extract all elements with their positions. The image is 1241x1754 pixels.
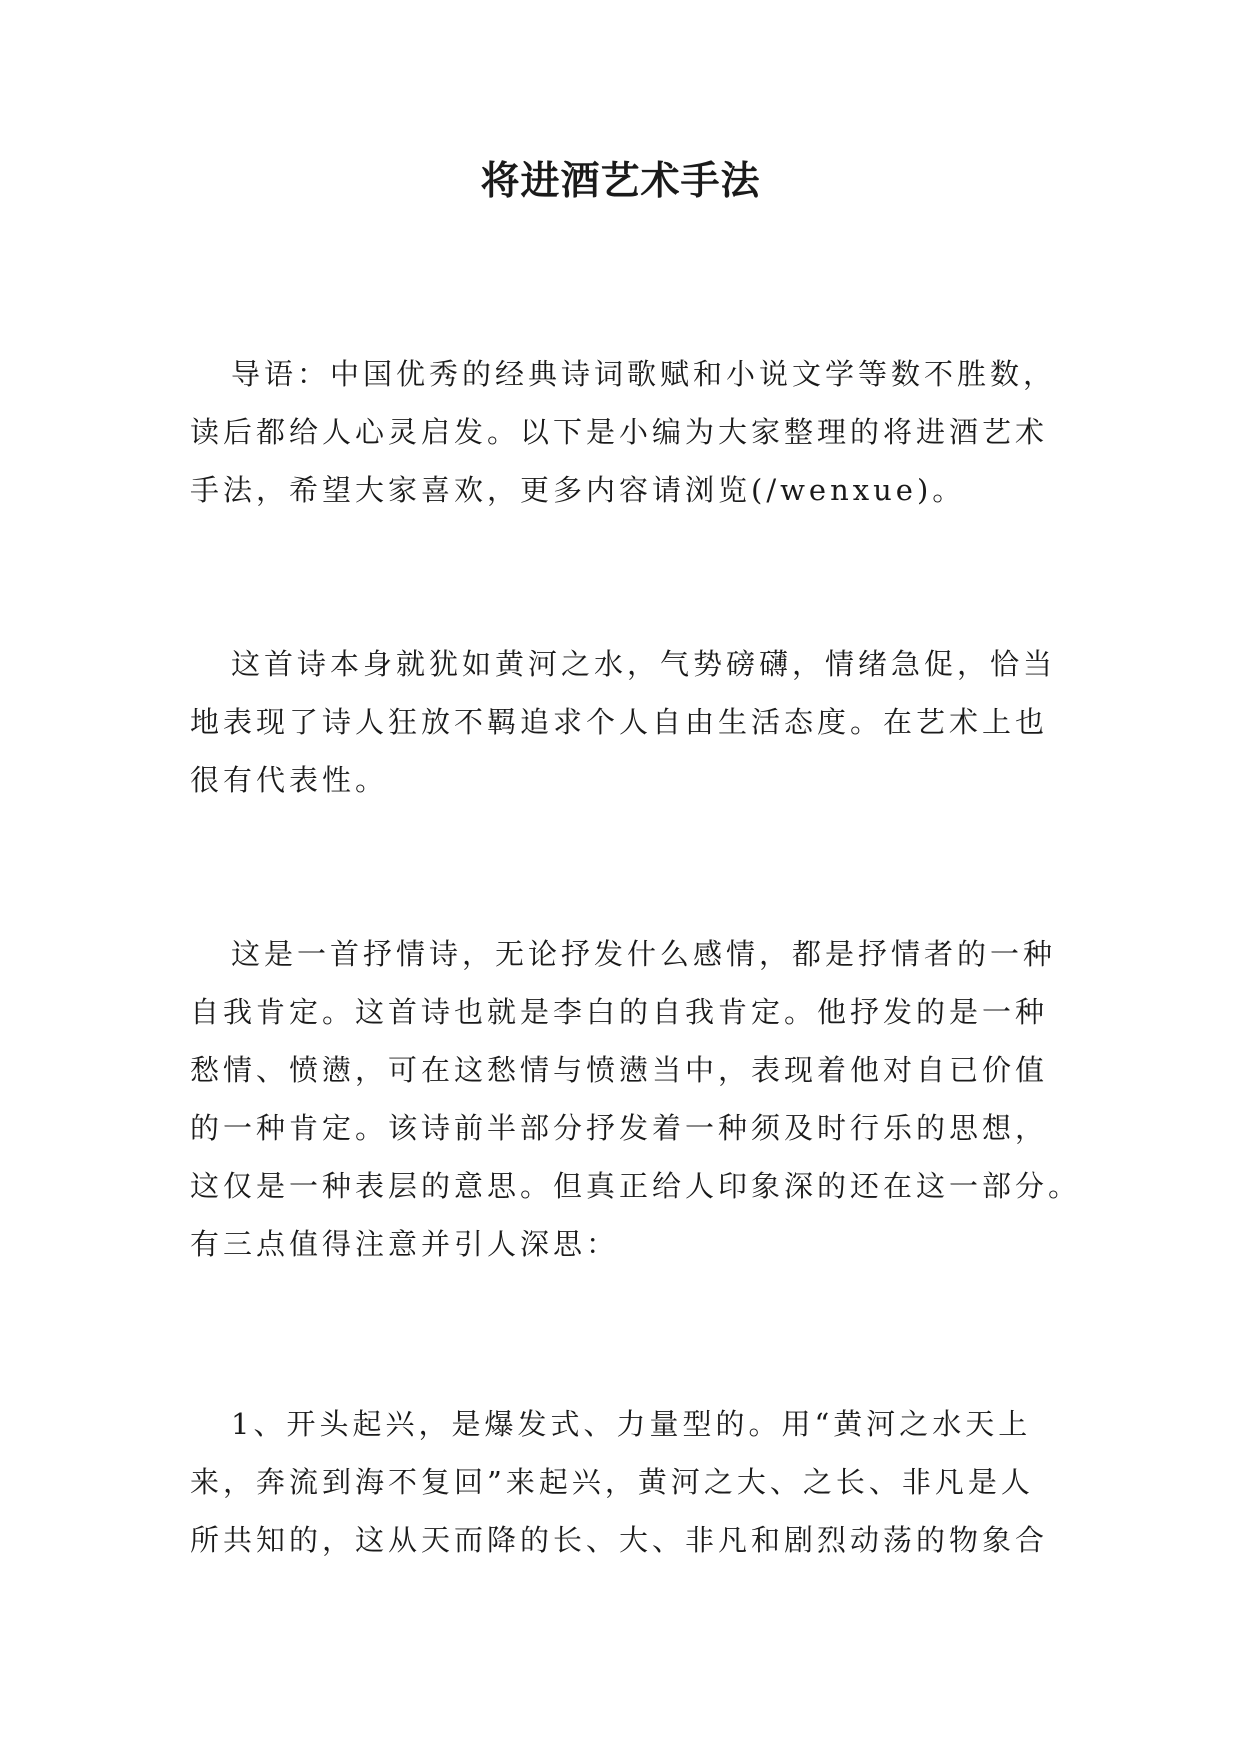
paragraph-line: 这首诗本身就犹如黄河之水，气势磅礴，情绪急促，恰当 <box>231 647 1057 681</box>
paragraph-line: 手法，希望大家喜欢，更多内容请浏览(/wenxue)。 <box>190 473 966 507</box>
paragraph-line: 有三点值得注意并引人深思： <box>190 1227 620 1261</box>
paragraph-line: 所共知的，这从天而降的长、大、非凡和剧烈动荡的物象合 <box>190 1523 1049 1557</box>
paragraph-line: 自我肯定。这首诗也就是李白的自我肯定。他抒发的是一种 <box>190 995 1049 1029</box>
paragraph-line: 这仅是一种表层的意思。但真正给人印象深的还在这一部分。 <box>190 1169 1082 1203</box>
document-title: 将进酒艺术手法 <box>480 159 761 204</box>
paragraph-overview <box>190 635 1070 809</box>
paragraph-line: 来，奔流到海不复回”来起兴，黄河之大、之长、非凡是人 <box>190 1465 1034 1499</box>
paragraph-line: 这是一首抒情诗，无论抒发什么感情，都是抒情者的一种 <box>231 937 1057 971</box>
paragraph-line: 1、开头起兴，是爆发式、力量型的。用“黄河之水天上 <box>231 1407 1032 1441</box>
paragraph-line: 地表现了诗人狂放不羁追求个人自由生活态度。在艺术上也 <box>190 705 1049 739</box>
paragraph-line: 很有代表性。 <box>190 763 389 797</box>
paragraph-analysis <box>190 925 1082 1273</box>
paragraph-line: 导语：中国优秀的经典诗词歌赋和小说文学等数不胜数， <box>231 357 1057 391</box>
paragraph-line: 愁情、愤懑，可在这愁情与愤懑当中，表现着他对自已价值 <box>190 1053 1049 1087</box>
paragraph-intro <box>190 345 1070 519</box>
paragraph-point-1 <box>190 1395 1070 1569</box>
paragraph-line: 读后都给人心灵启发。以下是小编为大家整理的将进酒艺术 <box>190 415 1049 449</box>
paragraph-line: 的一种肯定。该诗前半部分抒发着一种须及时行乐的思想， <box>190 1111 1049 1145</box>
